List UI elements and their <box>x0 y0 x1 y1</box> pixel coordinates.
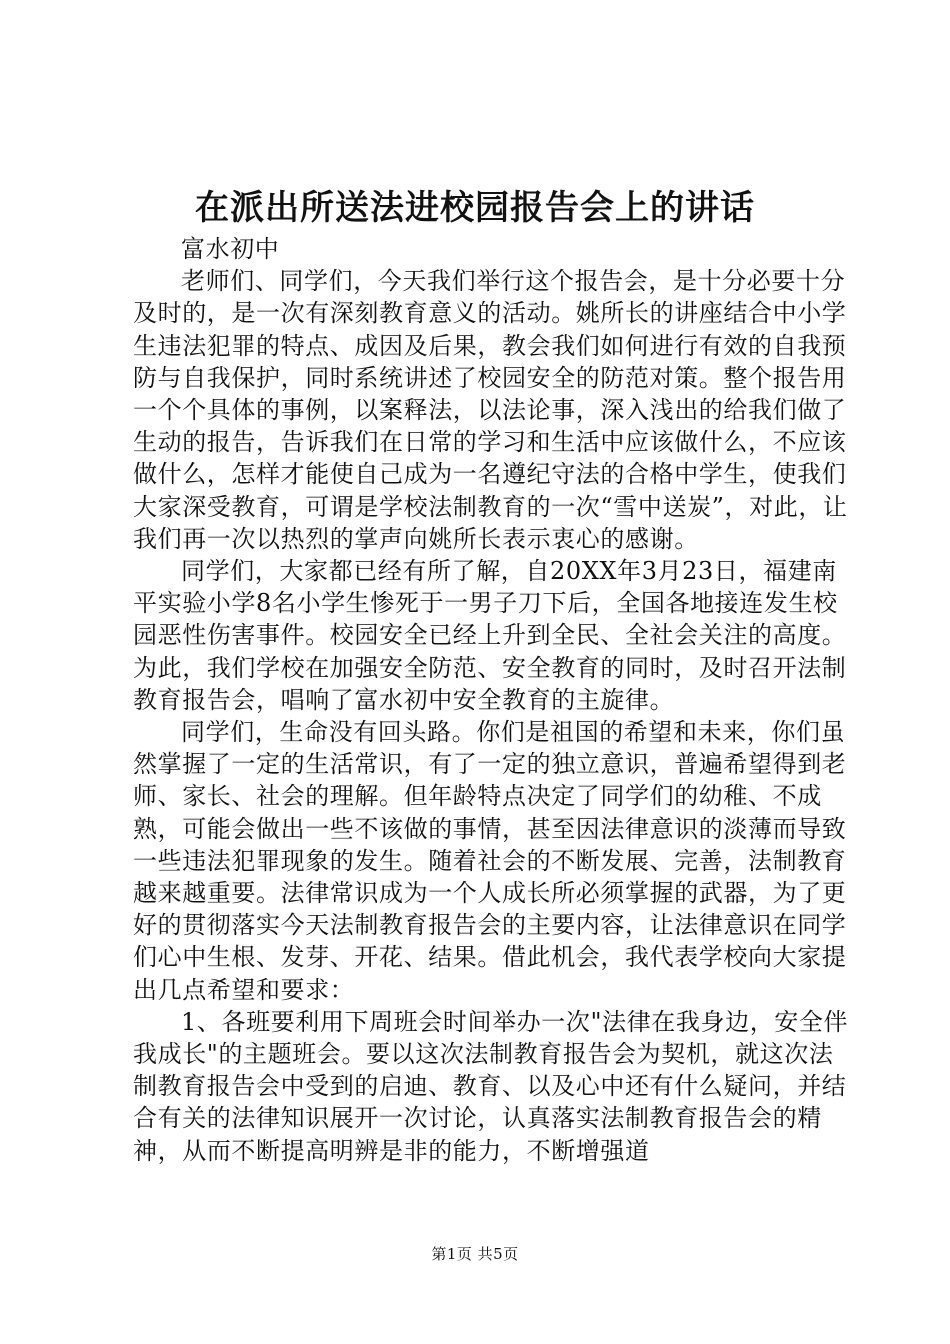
paragraph-2: 同学们，大家都已经有所了解，自20XX年3月23日，福建南平实验小学8名小学生惨死于一男子刀下后，全国各地接连发生校园恶性伤害事件。校园安全已经上升到全民、全社会关注的高度。为此，我们学校在加强安全防范、安全教育的同时，及时召开法制教育报告会，唱响了富水初中安全教育的主旋律。 <box>133 557 847 714</box>
document-body <box>133 233 853 1167</box>
page-number-footer: 第1页 共5页 <box>431 1245 519 1263</box>
paragraph-3: 同学们，生命没有回头路。你们是祖国的希望和未来，你们虽然掌握了一定的生活常识，有了一定的独立意识，普遍希望得到老师、家长、社会的理解。但年龄特点决定了同学们的幼稚、不成熟，可能会做出一些不该做的事情，甚至因法律意识的淡薄而导致一些违法犯罪现象的发生。随着社会的不断发展、完善，法制教育越来越重要。法律常识成为一个人成长所必须掌握的武器，为了更好的贯彻落实今天法制教育报告会的主要内容，让法律意识在同学们心中生根、发芽、开花、结果。借此机会，我代表学校向大家提出几点希望和要求： <box>133 718 847 1004</box>
paragraph-1: 老师们、同学们，今天我们举行这个报告会，是十分必要十分及时的，是一次有深刻教育意义的活动。姚所长的讲座结合中小学生违法犯罪的特点、成因及后果，教会我们如何进行有效的自我预防与自我保护，同时系统讲述了校园安全的防范对策。整个报告用一个个具体的事例，以案释法，以法论事，深入浅出的给我们做了生动的报告，告诉我们在日常的学习和生活中应该做什么，不应该做什么，怎样才能使自己成为一名遵纪守法的合格中学生，使我们大家深受教育，可谓是学校法制教育的一次“雪中送炭”，对此，让我们再一次以热烈的掌声向姚所长表示衷心的感谢。 <box>133 267 848 553</box>
paragraph-4: 1、各班要利用下周班会时间举办一次"法律在我身边，安全伴我成长"的主题班会。要以这次法制教育报告会为契机，就这次法制教育报告会中受到的启迪、教育、以及心中还有什么疑问，并结合有关的法律知识展开一次讨论，认真落实法制教育报告会的精神，从而不断提高明辨是非的能力，不断增强道 <box>133 1007 849 1165</box>
document-title: 在派出所送法进校园报告会上的讲话 <box>195 188 755 228</box>
author-line: 富水初中 <box>181 235 280 263</box>
